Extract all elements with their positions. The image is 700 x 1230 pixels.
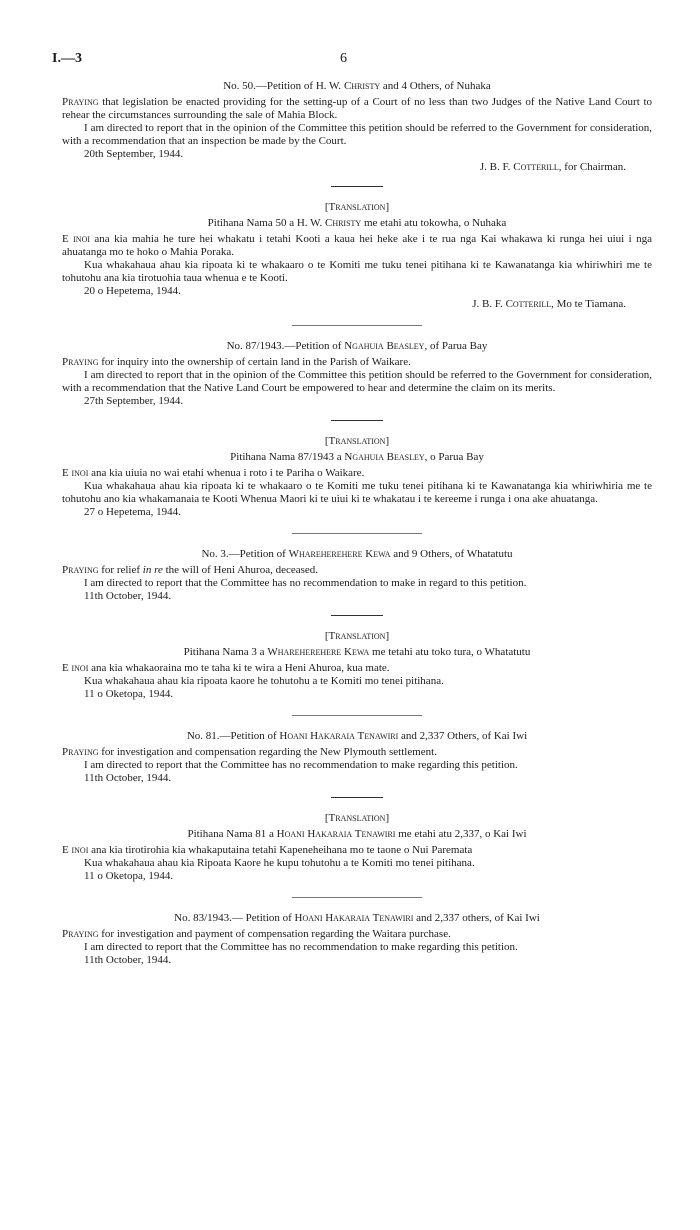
divider xyxy=(331,797,383,798)
petition-title: No. 83/1943.— Petition of Hoani Hakaraia Tenawiri and 2,337 others, of Kai Iwi xyxy=(174,912,540,924)
petition-date: 20 o Hepetema, 1944. xyxy=(84,285,181,297)
translation-section xyxy=(62,435,652,519)
committee-report: I am directed to report that in the opinion of the Committee this petition should be referred to the Government for consideration, with a recommendation that the Native Land Court be empowered to hear and determine the claim on its merits. xyxy=(62,369,652,394)
petition-date: 11th October, 1944. xyxy=(84,590,172,602)
petition-title: Pitihana Nama 81 a Hoani Hakaraia Tenawiri me etahi atu 2,337, o Kai Iwi xyxy=(187,828,527,840)
petition-prayer: Praying for relief in re the will of Heni Ahuroa, deceased. xyxy=(62,564,319,576)
translation-label: [Translation] xyxy=(324,435,390,447)
signature: J. B. F. Cotterill, for Chairman. xyxy=(479,161,626,173)
translation-section xyxy=(62,630,652,701)
petition-prayer: Praying for investigation and payment of compensation regarding the Waitara purchase. xyxy=(62,928,451,940)
committee-report: Kua whakahaua ahau kia ripoata kaore he tohutohu a te Komiti mo tenei pitihana. xyxy=(84,675,444,687)
petition-title: No. 87/1943.—Petition of Ngahuia Beasley, of Parua Bay xyxy=(226,340,488,352)
committee-report: I am directed to report that the Committee has no recommendation to make regarding this petition. xyxy=(84,941,518,953)
petition-prayer: E inoi ana kia uiuia no wai etahi whenua i roto i te Pariha o Waikare. xyxy=(62,467,365,479)
divider xyxy=(331,615,383,616)
petition-date: 11th October, 1944. xyxy=(84,772,172,784)
page-number: 6 xyxy=(340,51,347,66)
translation-label: [Translation] xyxy=(324,630,390,642)
petition-section xyxy=(62,730,652,785)
petition-title: Pitihana Nama 3 a Whareherehere Kewa me tetahi atu toko tura, o Whatatutu xyxy=(183,646,531,658)
divider xyxy=(292,715,422,716)
petition-prayer: Praying for investigation and compensation regarding the New Plymouth settlement. xyxy=(62,746,437,758)
translation-label: [Translation] xyxy=(324,812,390,824)
petition-section xyxy=(62,80,652,174)
committee-report: Kua whakahaua ahau kia ripoata ki te whakaaro o te Komiti me tuku tenei pitihana ki te Kawanatanga kia whiriwhiria me te tohutohu ano kia whakamanaia te Kooti Whenua Maori ki te uiui ki te whakatau i te kereeme i runga i ona ake ahuatanga. xyxy=(62,480,652,505)
petition-date: 27 o Hepetema, 1944. xyxy=(84,506,181,518)
petition-prayer: E inoi ana kia whakaoraina mo te taha ki te wira a Heni Ahuroa, kua mate. xyxy=(62,662,390,674)
document-code: I.—3 xyxy=(52,51,82,66)
petition-title: Pitihana Nama 50 a H. W. Christy me etahi atu tokowha, o Nuhaka xyxy=(207,217,507,229)
committee-report: I am directed to report that in the opinion of the Committee this petition should be referred to the Government for consideration, with a recommendation that an inspection be made by the Court. xyxy=(62,122,652,147)
petition-title: Pitihana Nama 87/1943 a Ngahuia Beasley, o Parua Bay xyxy=(230,451,484,463)
petition-date: 20th September, 1944. xyxy=(84,148,184,160)
divider xyxy=(292,897,422,898)
translation-section xyxy=(62,201,652,311)
petition-section xyxy=(62,912,652,967)
signature: J. B. F. Cotterill, Mo te Tiamana. xyxy=(472,298,626,310)
committee-report: Kua whakahaua ahau kia Ripoata Kaore he kupu tohutohu a te Komiti mo tenei pitihana. xyxy=(84,857,475,869)
petitions-content xyxy=(62,80,652,967)
petition-date: 11th October, 1944. xyxy=(84,954,172,966)
petition-section xyxy=(62,548,652,603)
petition-prayer: E inoi ana kia tirotirohia kia whakaputaina tetahi Kapeneheihana mo te taone o Nui Paremata xyxy=(62,844,473,856)
committee-report: I am directed to report that the Committee has no recommendation to make in regard to this petition. xyxy=(84,577,527,589)
petition-prayer: E inoi ana kia mahia he ture hei whakatu i tetahi Kooti a kaua hei heke ake i te rua nga Kai whakawa ki runga hei uiui i nga ahuatanga mo te hoko o Mahia Poraka. xyxy=(62,233,652,258)
petition-title: No. 50.—Petition of H. W. Christy and 4 Others, of Nuhaka xyxy=(223,80,491,92)
divider xyxy=(331,186,383,187)
divider xyxy=(292,325,422,326)
petition-title: No. 81.—Petition of Hoani Hakaraia Tenawiri and 2,337 Others, of Kai Iwi xyxy=(186,730,528,742)
petition-prayer: Praying that legislation be enacted providing for the setting-up of a Court of no less than two Judges of the Native Land Court to rehear the circumstances surrounding the sale of Mahia Block. xyxy=(62,96,652,121)
petition-date: 27th September, 1944. xyxy=(84,395,184,407)
committee-report: I am directed to report that the Committee has no recommendation to make regarding this petition. xyxy=(84,759,518,771)
petition-section xyxy=(62,340,652,408)
translation-section xyxy=(62,812,652,883)
translation-label: [Translation] xyxy=(324,201,390,213)
petition-title: No. 3.—Petition of Whareherehere Kewa and 9 Others, of Whatatutu xyxy=(201,548,513,560)
petition-prayer: Praying for inquiry into the ownership of certain land in the Parish of Waikare. xyxy=(62,356,411,368)
committee-report: Kua whakahaua ahau kia ripoata ki te whakaaro o te Komiti me tuku tenei pitihana ki te Kawanatanga kia whiriwhiri me te tohutohu ana kia tirotuohia taua whenua e te Kooti. xyxy=(62,259,652,284)
petition-date: 11 o Oketopa, 1944. xyxy=(84,870,174,882)
divider xyxy=(292,533,422,534)
divider xyxy=(331,420,383,421)
petition-date: 11 o Oketopa, 1944. xyxy=(84,688,174,700)
